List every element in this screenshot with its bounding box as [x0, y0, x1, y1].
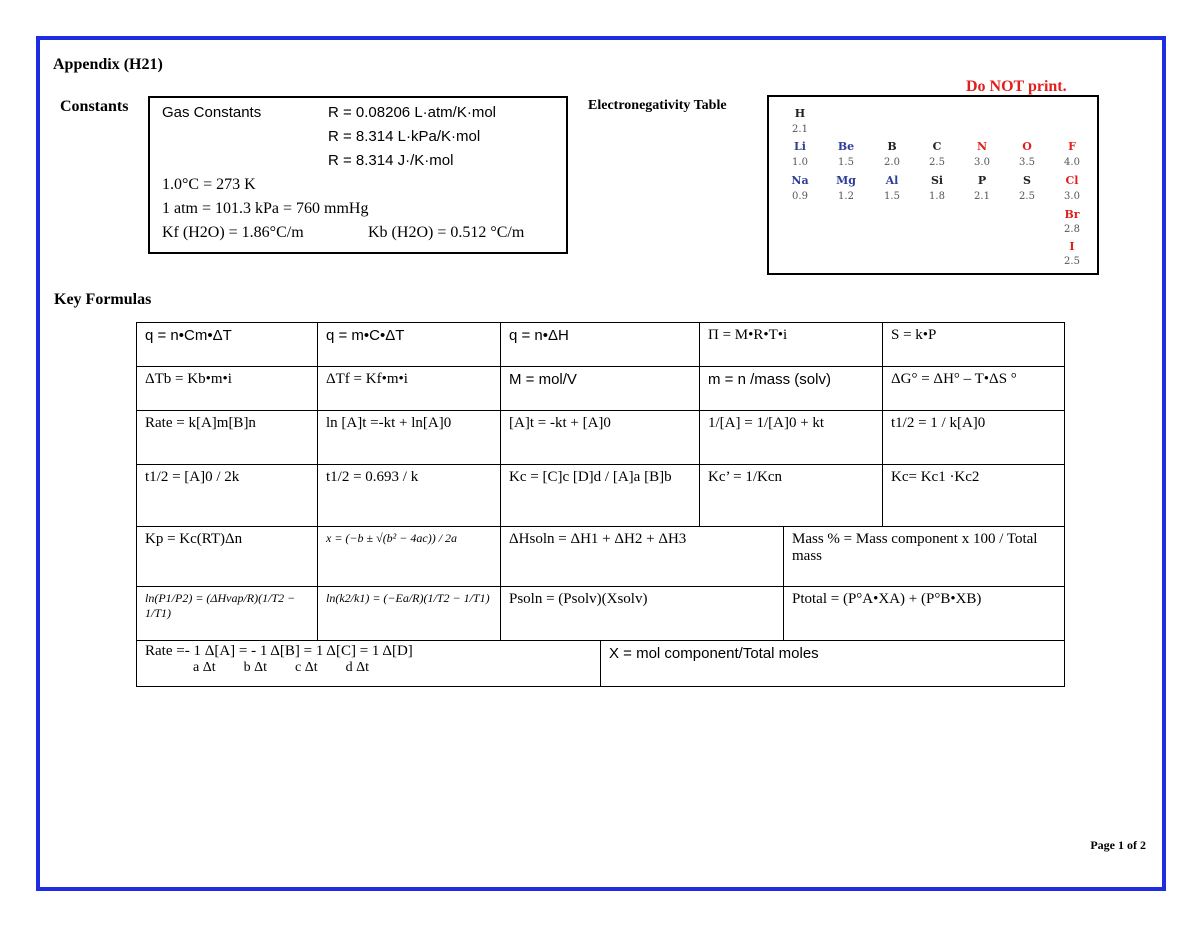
element-symbol: O — [1022, 140, 1032, 153]
formula-cell — [500, 322, 700, 367]
formula-cell — [500, 410, 700, 465]
formula-cell — [136, 586, 318, 641]
element-value: 0.9 — [792, 191, 808, 202]
formula-cell — [699, 366, 883, 411]
element-symbol: B — [887, 140, 897, 153]
gas-constants-label: Gas Constants — [162, 104, 262, 121]
formula-first-order: ln [A]t =-kt + ln[A]0 — [326, 415, 452, 431]
electronegativity-table — [767, 95, 1099, 275]
formula-cell — [500, 586, 784, 641]
formula-cell — [136, 640, 601, 687]
kf-constant: Kf (H2O) = 1.86°C/m — [162, 224, 304, 241]
formula-half-life-first: t1/2 = 0.693 / k — [326, 469, 419, 485]
formula-cell — [136, 464, 318, 527]
formula-heat-enthalpy: q = n•ΔH — [509, 327, 569, 344]
formula-second-order: 1/[A] = 1/[A]0 + kt — [708, 415, 825, 431]
do-not-print-warning: Do NOT print. — [966, 78, 1067, 95]
formula-kc-combined: Kc= Kc1 ·Kc2 — [891, 469, 980, 485]
formula-cell — [882, 464, 1065, 527]
formula-cell — [317, 410, 501, 465]
element-value: 3.5 — [1019, 157, 1035, 168]
formula-cell — [600, 640, 1065, 687]
formula-mass-percent: Mass % = Mass component x 100 / Total mass — [792, 531, 1038, 564]
formula-cell — [317, 366, 501, 411]
formula-cell — [882, 322, 1065, 367]
appendix-title: Appendix (H21) — [53, 56, 163, 73]
element-symbol: H — [794, 107, 806, 120]
formula-mole-fraction: X = mol component/Total moles — [609, 645, 819, 662]
element-symbol: C — [932, 140, 942, 153]
element-value: 1.2 — [838, 191, 854, 202]
element-value: 2.1 — [792, 124, 808, 135]
element-symbol: Cl — [1065, 174, 1079, 187]
formula-raoult: Psoln = (Psolv)(Xsolv) — [509, 591, 648, 607]
element-value: 1.0 — [792, 157, 808, 168]
formula-cell — [317, 526, 501, 587]
element-value: 3.0 — [974, 157, 990, 168]
formula-cell — [783, 526, 1065, 587]
formula-cell — [136, 410, 318, 465]
formula-cell — [136, 322, 318, 367]
formula-freezing: ΔTf = Kf•m•i — [326, 371, 408, 387]
formula-cell — [882, 410, 1065, 465]
temperature-constant: 1.0°C = 273 K — [162, 176, 256, 193]
formula-hess: ΔHsoln = ΔH1 + ΔH2 + ΔH3 — [509, 531, 687, 547]
element-value: 1.8 — [929, 191, 945, 202]
formula-heat-molar: q = n•Cm•ΔT — [145, 327, 232, 344]
element-value: 2.0 — [884, 157, 900, 168]
element-value: 4.0 — [1064, 157, 1080, 168]
element-symbol: Be — [837, 140, 855, 153]
formula-dalton: Ptotal = (P°A•XA) + (P°B•XB) — [792, 591, 982, 607]
page-number: Page 1 of 2 — [1090, 838, 1146, 852]
formula-cell — [500, 526, 784, 587]
formula-cell — [699, 464, 883, 527]
formula-arrhenius: ln(k2/k1) = (−Ea/R)(1/T2 − 1/T1) — [326, 591, 490, 605]
formula-henry: S = k•P — [891, 327, 937, 343]
formula-cell — [783, 586, 1065, 641]
element-value: 1.5 — [884, 191, 900, 202]
formula-clausius: ln(P1/P2) = (ΔHvap/R)(1/T2 − 1/T1) — [145, 591, 296, 620]
formula-cell — [699, 410, 883, 465]
formula-half-life-second: t1/2 = 1 / k[A]0 — [891, 415, 986, 431]
formula-cell — [500, 366, 700, 411]
formula-kc-inverse: Kc’ = 1/Kcn — [708, 469, 782, 485]
formula-osmotic: Π = M•R•T•i — [708, 327, 788, 343]
formula-cell — [136, 526, 318, 587]
formula-cell — [882, 366, 1065, 411]
formula-equilibrium-constant: Kc = [C]c [D]d / [A]a [B]b — [509, 469, 672, 485]
element-symbol: Br — [1064, 208, 1080, 221]
element-value: 2.5 — [1064, 256, 1080, 267]
element-value: 2.1 — [974, 191, 990, 202]
formula-heat-mass: q = m•C•ΔT — [326, 327, 405, 344]
gas-constant-r1: R = 0.08206 L·atm/K·mol — [328, 104, 496, 121]
formula-quadratic: x = (−b ± √(b² − 4ac)) / 2a — [326, 531, 458, 545]
constants-box — [148, 96, 568, 254]
element-symbol: S — [1023, 174, 1031, 187]
element-symbol: P — [977, 174, 987, 187]
pressure-constant: 1 atm = 101.3 kPa = 760 mmHg — [162, 200, 369, 217]
formula-kp: Kp = Kc(RT)Δn — [145, 531, 243, 547]
formula-rate-denominators: a Δt b Δt c Δt d Δt — [193, 660, 369, 675]
formula-rate-relations: Rate =- 1 Δ[A] = - 1 Δ[B] = 1 Δ[C] = 1 Δ[D] — [145, 643, 413, 659]
electronegativity-label: Electronegativity Table — [588, 98, 727, 113]
element-value: 2.8 — [1064, 224, 1080, 235]
formula-boiling: ΔTb = Kb•m•i — [145, 371, 232, 387]
element-symbol: Al — [885, 174, 899, 187]
element-value: 2.5 — [1019, 191, 1035, 202]
constants-label: Constants — [60, 98, 129, 115]
formula-gibbs: ΔG° = ΔH° – T•ΔS ° — [891, 371, 1017, 387]
formula-half-life-zero: t1/2 = [A]0 / 2k — [145, 469, 240, 485]
kb-constant: Kb (H2O) = 0.512 °C/m — [368, 224, 525, 241]
formula-cell — [317, 586, 501, 641]
element-symbol: N — [976, 140, 988, 153]
formula-molality: m = n /mass (solv) — [708, 371, 831, 388]
element-value: 1.5 — [838, 157, 854, 168]
element-symbol: Mg — [836, 174, 856, 187]
gas-constant-r2: R = 8.314 L·kPa/K·mol — [328, 128, 481, 145]
formula-cell — [317, 464, 501, 527]
formula-zero-order: [A]t = -kt + [A]0 — [509, 415, 611, 431]
element-symbol: F — [1068, 140, 1076, 153]
element-symbol: I — [1069, 240, 1075, 253]
formula-cell — [136, 366, 318, 411]
element-value: 2.5 — [929, 157, 945, 168]
formula-cell — [699, 322, 883, 367]
formula-molarity: M = mol/V — [509, 371, 577, 388]
formula-rate-law: Rate = k[A]m[B]n — [145, 415, 256, 431]
element-value: 3.0 — [1064, 191, 1080, 202]
element-symbol: Si — [930, 174, 944, 187]
formula-cell — [317, 322, 501, 367]
key-formulas-label: Key Formulas — [54, 291, 152, 308]
element-symbol: Na — [791, 174, 809, 187]
formula-cell — [500, 464, 700, 527]
element-symbol: Li — [794, 140, 806, 153]
gas-constant-r3: R = 8.314 J·/K·mol — [328, 152, 454, 169]
